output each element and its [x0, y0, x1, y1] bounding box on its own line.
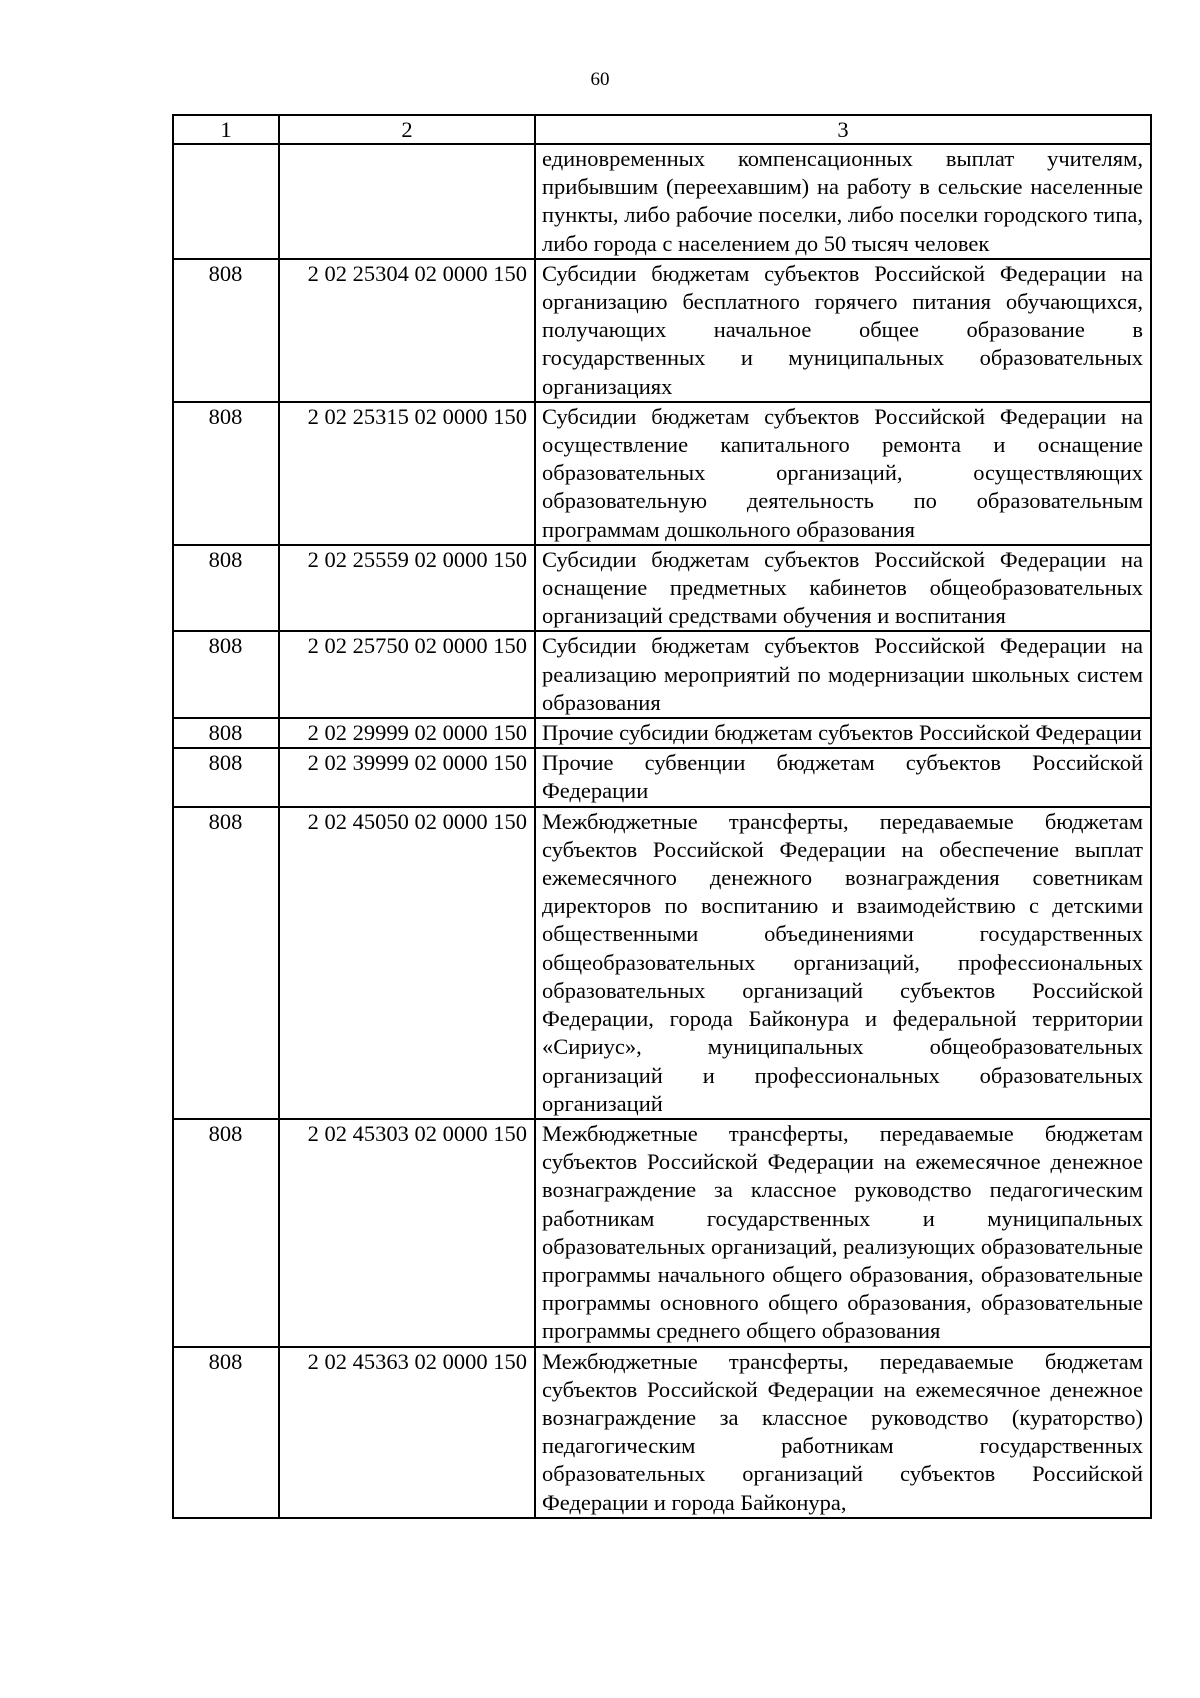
table-row	[173, 631, 1151, 718]
description-cell: Субсидии бюджетам субъектов Российской Федерации на организацию бесплатного горячего питания обучающихся, получающих начальное общее образование в государственных и муниципальных образовательных организациях	[535, 259, 1151, 402]
kbk-code-cell: 2 02 45303 02 0000 150	[279, 1119, 535, 1347]
revenue-codes-table	[172, 114, 1152, 1519]
description-cell: Субсидии бюджетам субъектов Российской Федерации на реализацию мероприятий по модернизации школьных систем образования	[535, 631, 1151, 718]
admin-code-cell: 808	[173, 545, 279, 632]
table-row	[173, 259, 1151, 402]
table-row	[173, 807, 1151, 1119]
table-row	[173, 144, 1151, 259]
kbk-code-cell: 2 02 39999 02 0000 150	[279, 748, 535, 806]
kbk-code-cell: 2 02 25559 02 0000 150	[279, 545, 535, 632]
header-col-2: 2	[279, 115, 535, 144]
kbk-code-cell: 2 02 45050 02 0000 150	[279, 807, 535, 1119]
table-row	[173, 718, 1151, 748]
kbk-code-cell: 2 02 25315 02 0000 150	[279, 402, 535, 545]
description-cell: Межбюджетные трансферты, передаваемые бюджетам субъектов Российской Федерации на ежемесячное денежное вознаграждение за классное руководство педагогическим работникам государственных и муниципальных образовательных организаций, реализующих образовательные программы начального общего образования, образовательные программы основного общего образования, образовательные программы среднего общего образования	[535, 1119, 1151, 1347]
admin-code-cell: 808	[173, 402, 279, 545]
admin-code-cell: 808	[173, 718, 279, 748]
admin-code-cell: 808	[173, 259, 279, 402]
page-number: 60	[590, 69, 610, 90]
kbk-code-cell: 2 02 25750 02 0000 150	[279, 631, 535, 718]
table-row	[173, 1119, 1151, 1347]
kbk-code-cell	[279, 144, 535, 259]
header-col-1: 1	[173, 115, 279, 144]
table-row	[173, 402, 1151, 545]
description-cell: Прочие субсидии бюджетам субъектов Российской Федерации	[535, 718, 1151, 748]
kbk-code-cell: 2 02 25304 02 0000 150	[279, 259, 535, 402]
table-row	[173, 545, 1151, 632]
kbk-code-cell: 2 02 29999 02 0000 150	[279, 718, 535, 748]
kbk-code-cell: 2 02 45363 02 0000 150	[279, 1347, 535, 1518]
admin-code-cell: 808	[173, 1119, 279, 1347]
admin-code-cell: 808	[173, 1347, 279, 1518]
description-cell: Субсидии бюджетам субъектов Российской Федерации на оснащение предметных кабинетов общеобразовательных организаций средствами обучения и воспитания	[535, 545, 1151, 632]
admin-code-cell: 808	[173, 631, 279, 718]
admin-code-cell: 808	[173, 807, 279, 1119]
admin-code-cell: 808	[173, 748, 279, 806]
description-cell: Прочие субвенции бюджетам субъектов Российской Федерации	[535, 748, 1151, 806]
description-cell: единовременных компенсационных выплат учителям, прибывшим (переехавшим) на работу в сельские населенные пункты, либо рабочие поселки, либо поселки городского типа, либо города с населением до 50 тысяч человек	[535, 144, 1151, 259]
table-header-row	[173, 115, 1151, 144]
description-cell: Межбюджетные трансферты, передаваемые бюджетам субъектов Российской Федерации на обеспечение выплат ежемесячного денежного вознаграждения советникам директоров по воспитанию и взаимодействию с детскими общественными объединениями государственных общеобразовательных организаций, профессиональных образовательных организаций субъектов Российской Федерации, города Байконура и федеральной территории «Сириус», муниципальных общеобразовательных организаций и профессиональных образовательных организаций	[535, 807, 1151, 1119]
table-row	[173, 1347, 1151, 1518]
header-col-3: 3	[535, 115, 1151, 144]
table-row	[173, 748, 1151, 806]
description-cell: Субсидии бюджетам субъектов Российской Федерации на осуществление капитального ремонта и оснащение образовательных организаций, осуществляющих образовательную деятельность по образовательным программам дошкольного образования	[535, 402, 1151, 545]
admin-code-cell	[173, 144, 279, 259]
description-cell: Межбюджетные трансферты, передаваемые бюджетам субъектов Российской Федерации на ежемесячное денежное вознаграждение за классное руководство (кураторство) педагогическим работникам государственных образовательных организаций субъектов Российской Федерации и города Байконура,	[535, 1347, 1151, 1518]
